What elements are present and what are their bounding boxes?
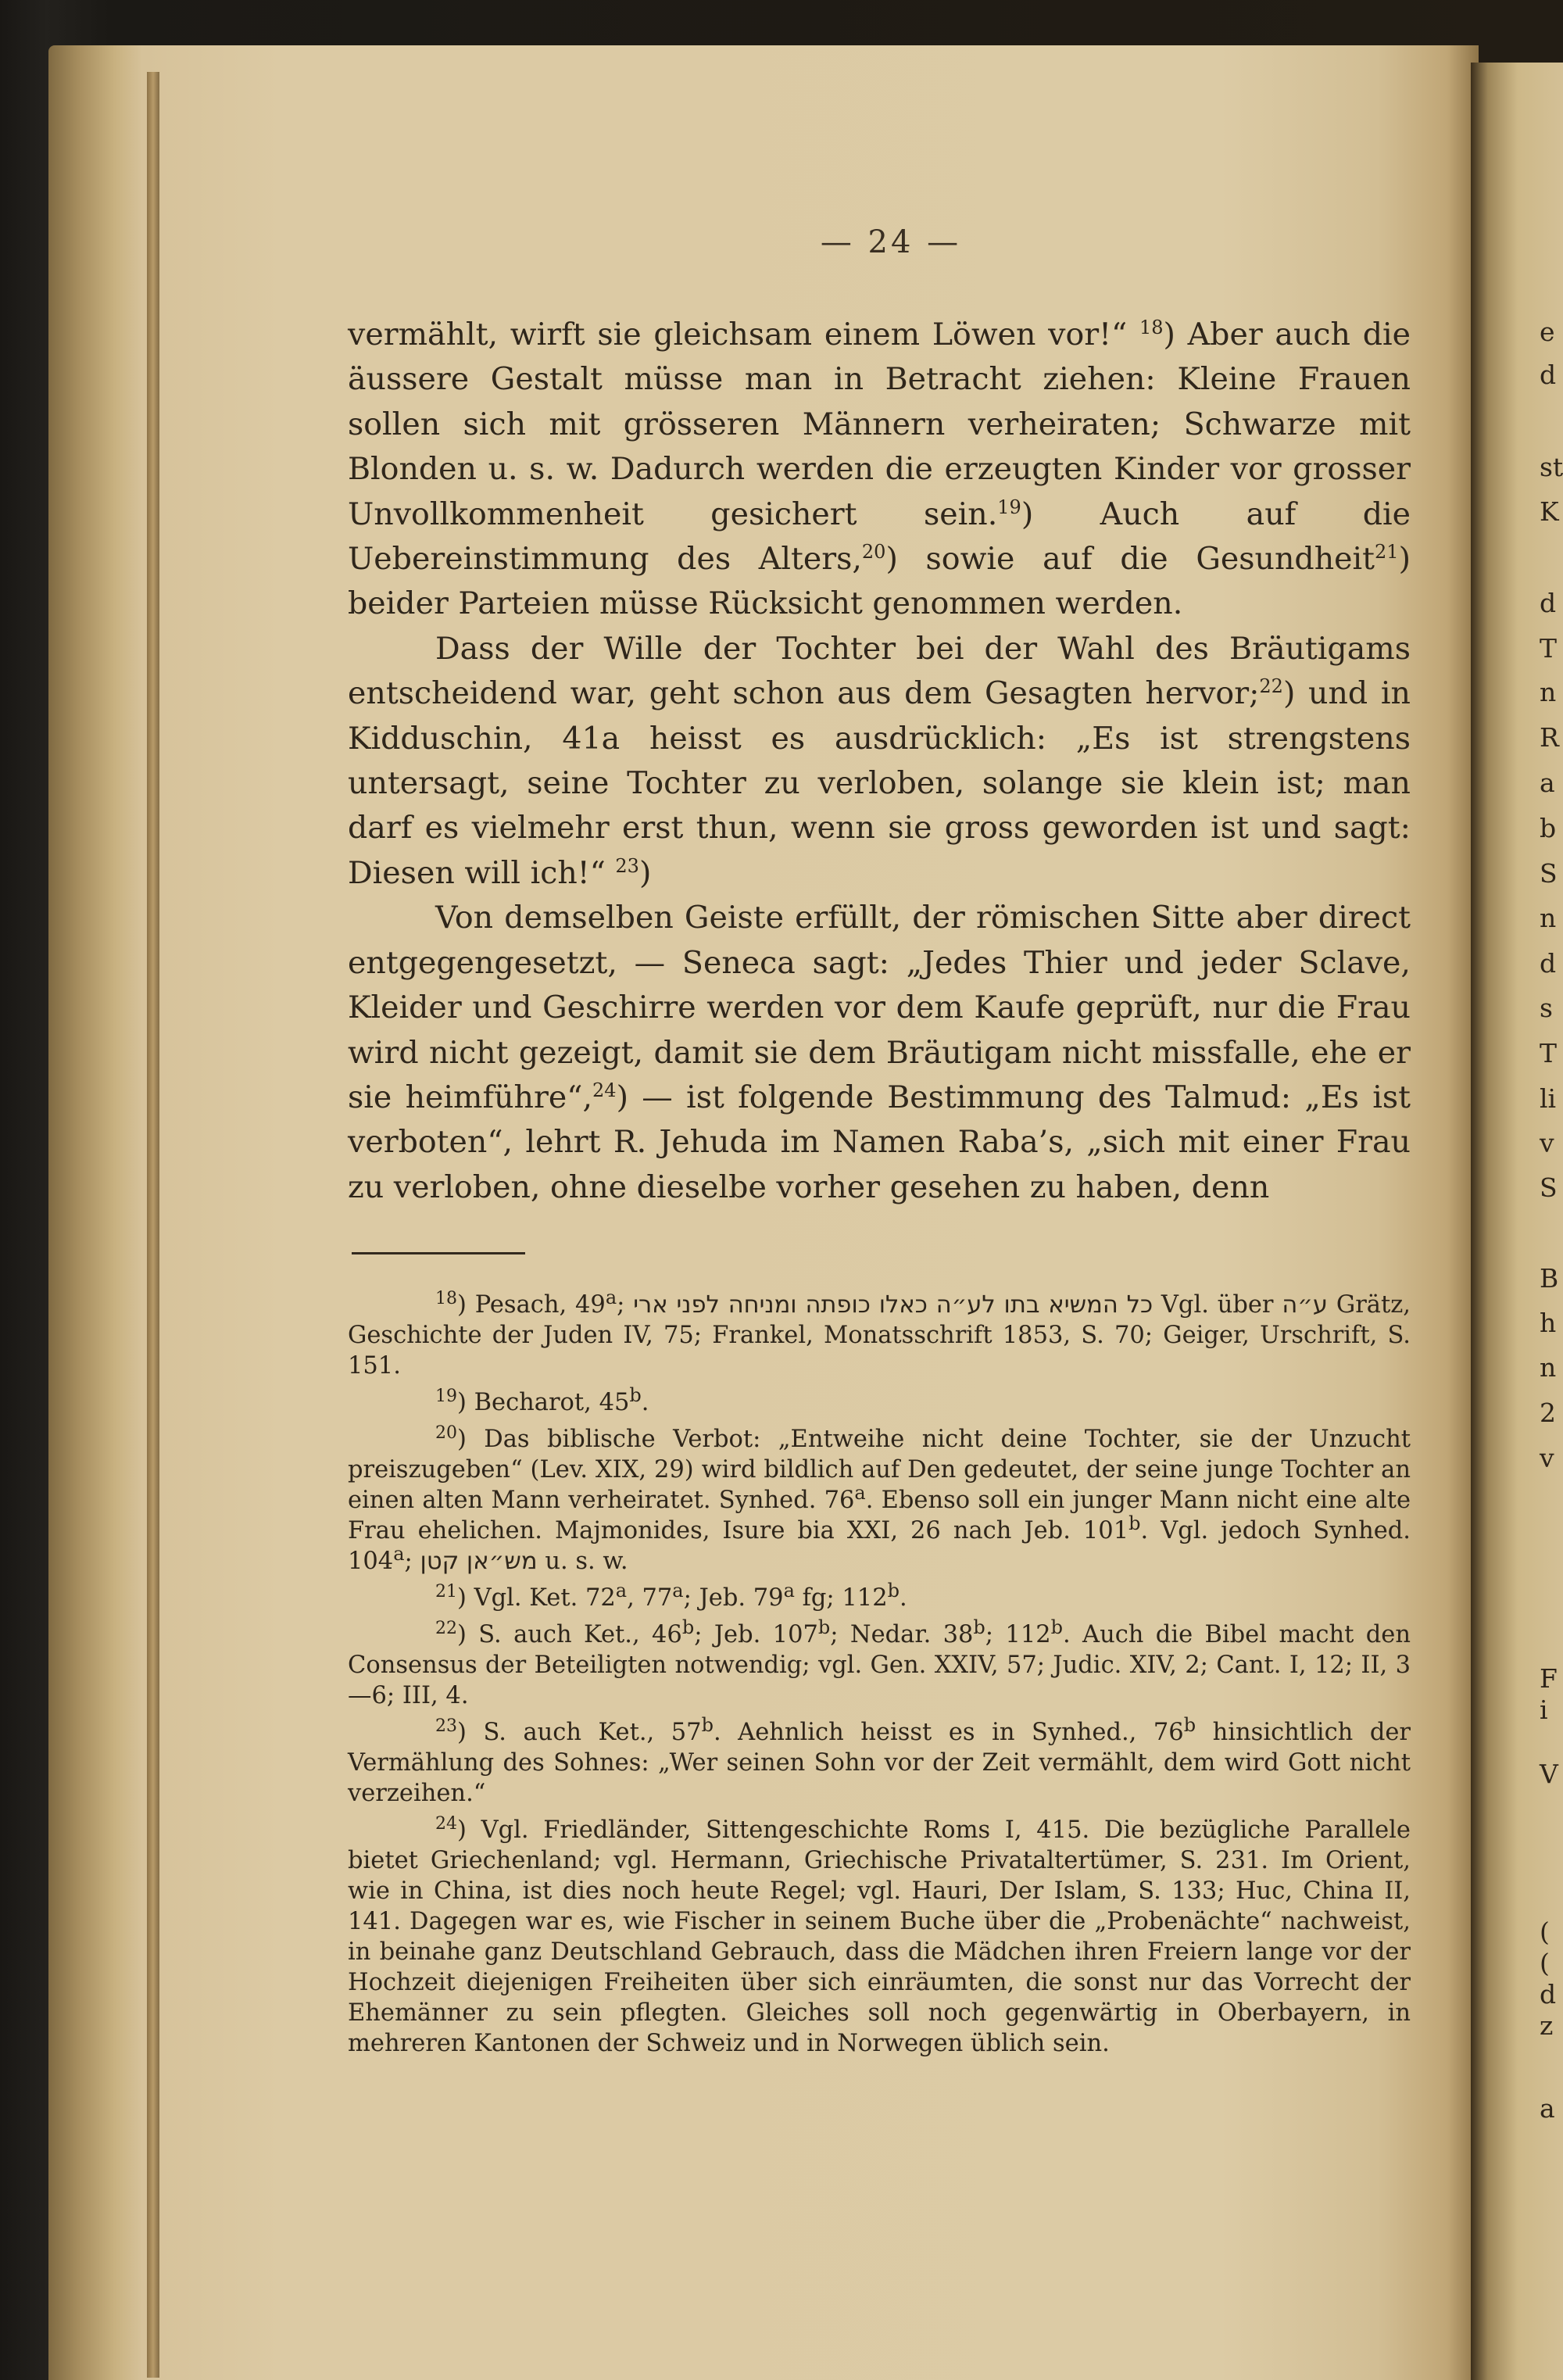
- facing-page-text-fragment: T: [1540, 1038, 1558, 1068]
- hebrew-quotation: ע״ה: [1282, 1291, 1329, 1319]
- text-run: Grätz, Geschichte der Juden IV, 75; Frankel, Monatsschrift 1853, S. 70; Geiger, Urschrift, S. 151.: [348, 1291, 1411, 1380]
- text-run: ; 112: [985, 1621, 1051, 1648]
- footnote-number: 24: [435, 1813, 457, 1834]
- facing-page-text-fragment: n: [1540, 903, 1557, 933]
- text-run: Vgl. Friedländer, Sittengeschichte Roms I, 415. Die bezügliche Parallele bietet Griechenland; vgl. Hermann, Griechische Privataltertümer, S. 231. Im Orient, wie in China, ist dies noch heute Regel; vgl. Hauri, Der Islam, S. 133; Huc, China II, 141. Dagegen war es, wie Fischer in seinem Buche über die „Probenächte“ nachweist, in beinahe ganz Deutschland Gebrauch, dass die Mädchen ihren Freiern lange vor der Hochzeit diejenigen Freiheiten über sich einräumten, die sonst nur das Vorrecht der Ehemänner zu sein pflegten. Gleiches soll noch gegenwärtig in Oberbayern, in mehreren Kantonen der Schweiz und in Norwegen üblich sein.: [348, 1816, 1411, 2057]
- text-run: . Auch die Bibel macht den Consensus der Beteiligten notwendig; vgl. Gen. XXIV, 57; Judic. XIV, 2; Cant. I, 12; II, 3—6; III, 4.: [348, 1621, 1411, 1709]
- text-run: Vgl. Ket. 72: [474, 1584, 616, 1612]
- facing-page-text-fragment: h: [1540, 1308, 1557, 1338]
- text-run: .: [641, 1389, 649, 1416]
- facing-page-text-fragment: b: [1540, 813, 1557, 843]
- footnote: $^{19}$) Becharot, 45$^b$.: [435, 1383, 649, 1416]
- footnote-reference: 23: [615, 854, 639, 877]
- footnote-reference: 22: [1259, 675, 1283, 698]
- text-run: ; Jeb. 107: [694, 1621, 818, 1648]
- footnote-reference: a: [783, 1579, 795, 1602]
- text-run: S. auch Ket., 57: [483, 1719, 702, 1746]
- footnote-reference: 19: [997, 496, 1021, 518]
- text-run: ) sowie auf die Gesundheit: [885, 541, 1375, 578]
- footnote-number: 18: [435, 1288, 457, 1308]
- facing-page-text-fragment: n: [1540, 677, 1557, 707]
- footnote-reference: a: [672, 1579, 684, 1602]
- facing-page-text-fragment: (: [1540, 1948, 1550, 1978]
- body-paragraph: [348, 313, 1411, 627]
- footnote-separator: [352, 1252, 525, 1254]
- hebrew-quotation: כל המשיא בתו לע״ה כאלו כופתה ומניחה לפני ארי: [633, 1291, 1153, 1319]
- facing-page-text-fragment: d: [1540, 588, 1557, 618]
- facing-page-text-fragment: a: [1540, 768, 1555, 798]
- text-run: ; Nedar. 38: [830, 1621, 974, 1648]
- facing-page-text-fragment: K: [1540, 496, 1559, 527]
- text-run: . Vgl. jedoch Synhed. 104: [348, 1517, 1411, 1575]
- footnote-reference: b: [1128, 1512, 1141, 1534]
- footnote-reference: 20: [861, 540, 886, 563]
- footnote-reference: b: [887, 1579, 900, 1602]
- footnote-reference: b: [681, 1616, 695, 1638]
- facing-page-text-fragment: R: [1540, 722, 1559, 753]
- text-run: S. auch Ket., 46: [478, 1621, 682, 1648]
- text-run: Pesach, 49: [474, 1291, 606, 1319]
- text-run: , 77: [627, 1584, 673, 1612]
- hebrew-quotation: מש״אן קטן: [420, 1548, 538, 1575]
- footnote-reference: b: [973, 1616, 985, 1638]
- text-run: fg; 112: [794, 1584, 888, 1612]
- text-run: Dass der Wille der Tochter bei der Wahl des Bräutigams entscheidend war, geht schon aus dem Gesagten hervor;: [348, 630, 1411, 712]
- text-run: hinsichtlich der Vermählung des Sohnes: „Wer seinen Sohn vor der Zeit vermählt, dem wird Gott nicht verzeihen.“: [348, 1719, 1411, 1807]
- facing-page-text-fragment: a: [1540, 2093, 1555, 2124]
- text-run: . Aehnlich heisst es in Synhed., 76: [713, 1719, 1184, 1746]
- facing-page-text-fragment: v: [1540, 1128, 1554, 1158]
- footnote-reference: b: [701, 1713, 714, 1736]
- footnote-reference: b: [1050, 1616, 1064, 1638]
- text-run: Vgl. über: [1153, 1291, 1282, 1319]
- footnote: $^{21}$) Vgl. Ket. 72$^a$, 77$^a$; Jeb. 79$^a$ fg; 112$^b$.: [435, 1579, 907, 1612]
- footnote-reference: a: [605, 1286, 617, 1308]
- footnote-number: 21: [435, 1581, 457, 1602]
- facing-page-text-fragment: 2: [1540, 1398, 1556, 1428]
- footnote: $^{20}$) Das biblische Verbot: „Entweihe nicht deine Tochter, sie der Unzucht preiszugeben“ (Lev. XIX, 29) wird bildlich auf Den gedeutet, der seine junge Tochter an einen alten Mann verheiratet. Synhed. 76$^a$. Ebenso soll ein junger Mann nicht eine alte Frau ehelichen. Majmonides, Isure bia XXI, 26 nach Jeb. 101$^b$. Vgl. jedoch Synhed. 104$^a$; מש״אן קטן u. s. w.: [348, 1423, 1411, 1575]
- text-run: Das biblische Verbot: „Entweihe nicht deine Tochter, sie der Unzucht preiszugeben“ (Lev. XIX, 29) wird bildlich auf Den gedeutet, der seine junge Tochter an einen alten Mann verheiratet. Synhed. 76: [348, 1426, 1411, 1514]
- footnote-reference: b: [1183, 1713, 1196, 1736]
- text-run: Von demselben Geiste erfüllt, der römischen Sitte aber direct entgegengesetzt, — Seneca sagt: „Jedes Thier und jeder Sclave, Kleider und Geschirre werden vor dem Kaufe geprüft, nur die Frau wird nicht gezeigt, damit sie dem Bräutigam nicht missfalle, ehe er sie heimführe“,: [348, 900, 1411, 1115]
- footnote: $^{18}$) Pesach, 49$^a$; כל המשיא בתו לע״ה כאלו כופתה ומניחה לפני ארי Vgl. über ע״ה Grätz, Geschichte der Juden IV, 75; Frankel, Monatsschrift 1853, S. 70; Geiger, Urschrift, S. 151.: [348, 1286, 1411, 1380]
- facing-page-text-fragment: S: [1540, 858, 1558, 889]
- footnote: $^{24}$) Vgl. Friedländer, Sittengeschichte Roms I, 415. Die bezügliche Parallele bietet Griechenland; vgl. Hermann, Griechische Privataltertümer, S. 231. Im Orient, wie in China, ist dies noch heute Regel; vgl. Hauri, Der Islam, S. 133; Huc, China II, 141. Dagegen war es, wie Fischer in seinem Buche über die „Probenächte“ nachweist, in beinahe ganz Deutschland Gebrauch, dass die Mädchen ihren Freiern lange vor der Hochzeit diejenigen Freiheiten über sich einräumten, die sonst nur das Vorrecht der Ehemänner zu sein pflegten. Gleiches soll noch gegenwärtig in Oberbayern, in mehreren Kantonen der Schweiz und in Norwegen üblich sein.: [348, 1813, 1411, 2057]
- facing-page-text-fragment: li: [1540, 1083, 1557, 1114]
- footnote-reference: a: [854, 1481, 866, 1504]
- text-run: ) Aber auch die äussere Gestalt müsse man in Betracht ziehen: Kleine Frauen sollen sich mit grösseren Männern verheiraten; Schwarze mit Blonden u. s. w. Dadurch werden die erzeugten Kinder vor grosser Unvollkommenheit gesichert sein.: [348, 317, 1411, 532]
- footnote: $^{22}$) S. auch Ket., 46$^b$; Jeb. 107$^b$; Nedar. 38$^b$; 112$^b$. Auch die Bibel macht den Consensus der Beteiligten notwendig; vgl. Gen. XXIV, 57; Judic. XIV, 2; Cant. I, 12; II, 3—6; III, 4.: [348, 1616, 1411, 1709]
- footnote-reference: 18: [1139, 316, 1164, 338]
- facing-page-text-fragment: z: [1540, 2010, 1554, 2041]
- facing-page-text-fragment: e: [1540, 317, 1555, 347]
- facing-page-edge: [1471, 63, 1563, 2380]
- facing-page-text-fragment: F: [1540, 1663, 1558, 1694]
- footnote-number: 23: [435, 1716, 457, 1736]
- text-run: ;: [404, 1548, 420, 1575]
- footnote-number: 22: [435, 1618, 457, 1638]
- page-gutter-edge: [147, 72, 159, 2378]
- text-run: ) — ist folgende Bestimmung des Talmud: „Es ist verboten“, lehrt R. Jehuda im Namen Raba’s, „sich mit einer Frau zu verloben, ohne dieselbe vorher gesehen zu haben, denn: [348, 1079, 1411, 1205]
- facing-page-text-fragment: v: [1540, 1443, 1554, 1473]
- text-run: ;: [617, 1291, 634, 1319]
- footnote-number: 20: [435, 1423, 457, 1443]
- footnote-reference: a: [393, 1542, 405, 1565]
- text-run: .: [899, 1584, 907, 1612]
- facing-page-text-fragment: S: [1540, 1172, 1558, 1203]
- footnote-reference: a: [615, 1579, 628, 1602]
- footnotes: [348, 1286, 1411, 2065]
- facing-page-text-fragment: B: [1540, 1263, 1559, 1294]
- facing-page-text-fragment: n: [1540, 1352, 1557, 1383]
- text-run: ): [638, 854, 652, 891]
- facing-page-text-fragment: i: [1540, 1695, 1548, 1725]
- text-run: ) und in Kidduschin, 41a heisst es ausdrücklich: „Es ist strengstens untersagt, seine Tochter zu verloben, solange sie klein ist; man darf es vielmehr erst thun, wenn sie gross geworden ist und sagt: Diesen will ich!“: [348, 675, 1411, 891]
- facing-page-text-fragment: s: [1540, 993, 1553, 1023]
- page-number: — 24 —: [820, 224, 962, 260]
- text-run: ; Jeb. 79: [683, 1584, 784, 1612]
- facing-page-text-fragment: st: [1540, 452, 1563, 482]
- text-run: Becharot, 45: [474, 1389, 630, 1416]
- footnote-reference: 21: [1375, 540, 1399, 563]
- footnote: $^{23}$) S. auch Ket., 57$^b$. Aehnlich heisst es in Synhed., 76$^b$ hinsichtlich der Vermählung des Sohnes: „Wer seinen Sohn vor der Zeit vermählt, dem wird Gott nicht verzeihen.“: [348, 1713, 1411, 1807]
- body-paragraph: [348, 627, 1411, 896]
- footnote-number: 19: [435, 1386, 457, 1406]
- facing-page-text-fragment: T: [1540, 633, 1558, 664]
- facing-page-text-fragment: d: [1540, 360, 1557, 390]
- text-run: ) beider Parteien müsse Rücksicht genommen werden.: [348, 541, 1411, 622]
- text-run: . Ebenso soll ein junger Mann nicht eine alte Frau ehelichen. Majmonides, Isure bia XXI, 26 nach Jeb. 101: [348, 1487, 1411, 1544]
- facing-page-text-fragment: (: [1540, 1917, 1550, 1947]
- facing-page-text-fragment: V: [1540, 1759, 1558, 1789]
- footnote-reference: b: [629, 1383, 642, 1406]
- footnote-reference: 24: [592, 1079, 617, 1101]
- text-run: u. s. w.: [537, 1548, 628, 1575]
- body-text: [348, 313, 1411, 1210]
- body-paragraph: [348, 896, 1411, 1210]
- text-run: vermählt, wirft sie gleichsam einem Löwen vor!“: [348, 317, 1139, 353]
- facing-page-text-fragment: d: [1540, 948, 1557, 979]
- facing-page-text-fragment: d: [1540, 1979, 1557, 2010]
- text-run: ) Auch auf die Uebereinstimmung des Alters,: [348, 496, 1411, 578]
- footnote-reference: b: [817, 1616, 831, 1638]
